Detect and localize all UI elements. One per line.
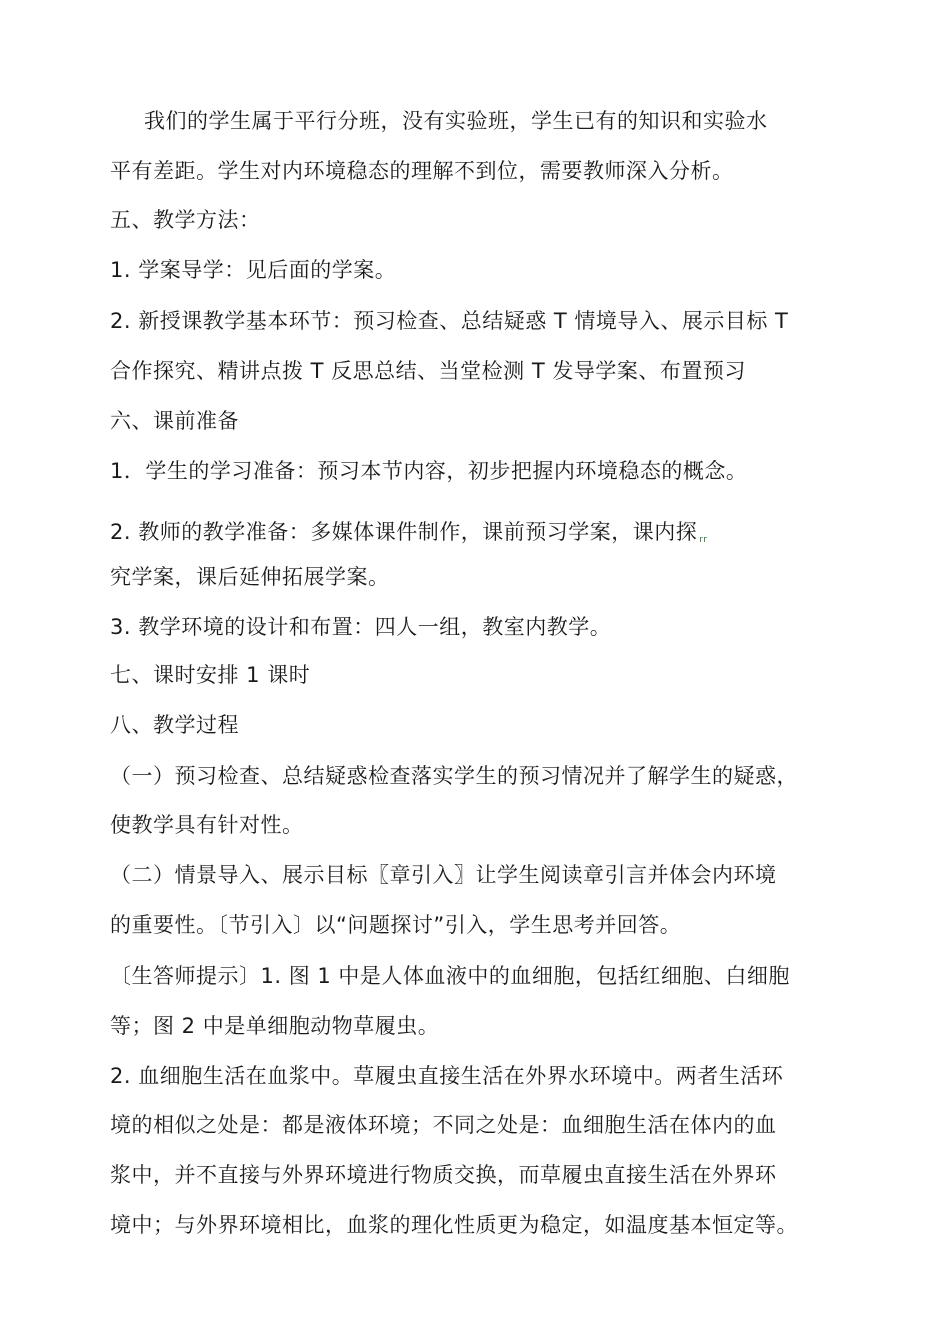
section-heading-methods: 五、教学方法： <box>110 208 261 232</box>
text-line-23: 境中；与外界环境相比，血浆的理化性质更为稳定，如温度基本恒定等。 <box>110 1213 798 1237</box>
text-line-5: 2. 新授课教学基本环节：预习检查、总结疑惑 T 情境导入、展示目标 T <box>110 309 789 333</box>
stray-mark: rr <box>699 535 708 545</box>
text-line-4: 1. 学案导学：见后面的学案。 <box>110 258 397 282</box>
text-line-16: （二）情景导入、展示目标〖章引入〗让学生阅读章引言并体会内环境 <box>110 863 777 887</box>
section-heading-preparation: 六、课前准备 <box>110 409 239 433</box>
text-line-14: （一）预习检查、总结疑惑检查落实学生的预习情况并了解学生的疑惑， <box>110 764 798 788</box>
text-line-8: 1．学生的学习准备：预习本节内容，初步把握内环境稳态的概念。 <box>110 459 748 483</box>
section-heading-process: 八、教学过程 <box>110 713 239 737</box>
text-line-10: 究学案，课后延伸拓展学案。 <box>110 565 390 589</box>
text-line-20: 2. 血细胞生活在血浆中。草履虫直接生活在外界水环境中。两者生活环 <box>110 1064 784 1088</box>
text-line-9-content: 2. 教师的教学准备：多媒体课件制作，课前预习学案，课内探 <box>110 520 698 544</box>
text-line-15: 使教学具有针对性。 <box>110 813 304 837</box>
text-line-18: 〔生答师提示〕1. 图 1 中是人体血液中的血细胞，包括红细胞、白细胞 <box>110 964 790 988</box>
text-line-2: 平有差距。学生对内环境稳态的理解不到位，需要教师深入分析。 <box>110 159 734 183</box>
text-line-19: 等；图 2 中是单细胞动物草履虫。 <box>110 1014 440 1038</box>
text-line-11: 3. 教学环境的设计和布置：四人一组，教室内教学。 <box>110 615 612 639</box>
text-line-17: 的重要性。〔节引入〕以“问题探讨”引入，学生思考并回答。 <box>110 913 682 937</box>
section-heading-schedule: 七、课时安排 1 课时 <box>110 663 311 687</box>
text-line-9 <box>110 518 707 554</box>
text-line-1: 我们的学生属于平行分班，没有实验班，学生已有的知识和实验水 <box>144 109 768 133</box>
text-line-22: 浆中，并不直接与外界环境进行物质交换，而草履虫直接生活在外界环 <box>110 1163 777 1187</box>
text-line-6: 合作探究、精讲点拨 T 反思总结、当堂检测 T 发导学案、布置预习 <box>110 359 746 383</box>
text-line-21: 境的相似之处是：都是液体环境；不同之处是：血细胞生活在体内的血 <box>110 1113 777 1137</box>
